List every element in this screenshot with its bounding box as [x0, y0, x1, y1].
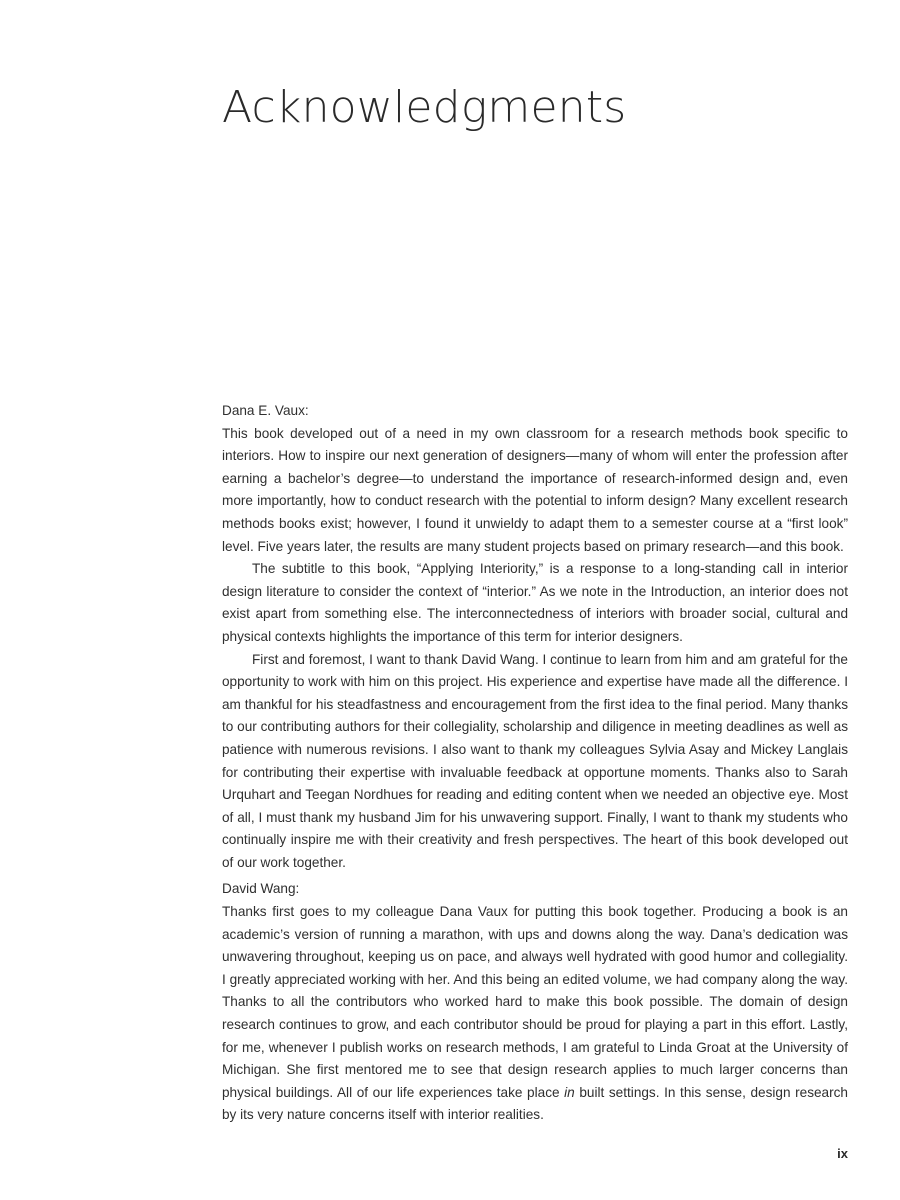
- section-david-wang: [222, 878, 848, 1127]
- paragraph: First and foremost, I want to thank David Wang. I continue to learn from him and am grateful for the opportunity to work with him on this project. His experience and expertise have made all the difference. I am thankful for his steadfastness and encouragement from the first idea to the final period. Many thanks to our contributing authors for their collegiality, scholarship and diligence in meeting deadlines as well as patience with numerous revisions. I also want to thank my colleagues Sylvia Asay and Mickey Langlais for contributing their expertise with invaluable feedback at opportune moments. Thanks also to Sarah Urquhart and Teegan Nordhues for reading and editing content when we needed an objective eye. Most of all, I must thank my husband Jim for his unwavering support. Finally, I want to thank my students who continually inspire me with their creativity and fresh perspectives. The heart of this book developed out of our work together.: [222, 651, 848, 870]
- paragraph: The subtitle to this book, “Applying Interiority,” is a response to a long-standing call in interior design literature to consider the context of “interior.” As we note in the Introduction, an interior does not exist apart from something else. The interconnectedness of interiors with broader social, cultural and physical contexts highlights the importance of this term for interior designers.: [222, 561, 848, 644]
- paragraph: [222, 901, 848, 1127]
- paragraph-text: built settings. In this sense, design research by its very nature concerns itself with interior realities.: [222, 1084, 848, 1123]
- body-text: [222, 400, 848, 1127]
- author-heading: Dana E. Vaux:: [222, 403, 309, 418]
- page-number: ix: [837, 1146, 848, 1161]
- paragraph-text: Thanks first goes to my colleague Dana Vaux for putting this book together. Producing a book is an academic’s version of running a marathon, with ups and downs along the way. Dana’s dedication was unwavering throughout, keeping us on pace, and always well hydrated with good humor and collegiality. I greatly appreciated working with her. And this being an edited volume, we had company along the way. Thanks to all the contributors who worked hard to make this book possible. The domain of design research continues to grow, and each contributor should be proud for playing a part in this effort. Lastly, for me, whenever I publish works on research methods, I am grateful to Linda Groat at the University of Michigan. She first mentored me to see that design research applies to much larger concerns than physical buildings. All of our life experiences take place: [222, 904, 848, 1100]
- section-dana-vaux: [222, 400, 848, 874]
- author-heading: David Wang:: [222, 881, 300, 897]
- emphasis-text: in: [564, 1084, 575, 1100]
- paragraph: This book developed out of a need in my own classroom for a research methods book specific to interiors. How to inspire our next generation of designers—many of whom will enter the profession after earning a bachelor’s degree—to understand the importance of research-informed design and, even more importantly, how to conduct research with the potential to inform design? Many excellent research methods books exist; however, I found it unwieldy to adapt them to a semester course at a “first look” level. Five years later, the results are many student projects based on primary research—and this book.: [222, 425, 848, 554]
- page-title: Acknowledgments: [222, 82, 627, 133]
